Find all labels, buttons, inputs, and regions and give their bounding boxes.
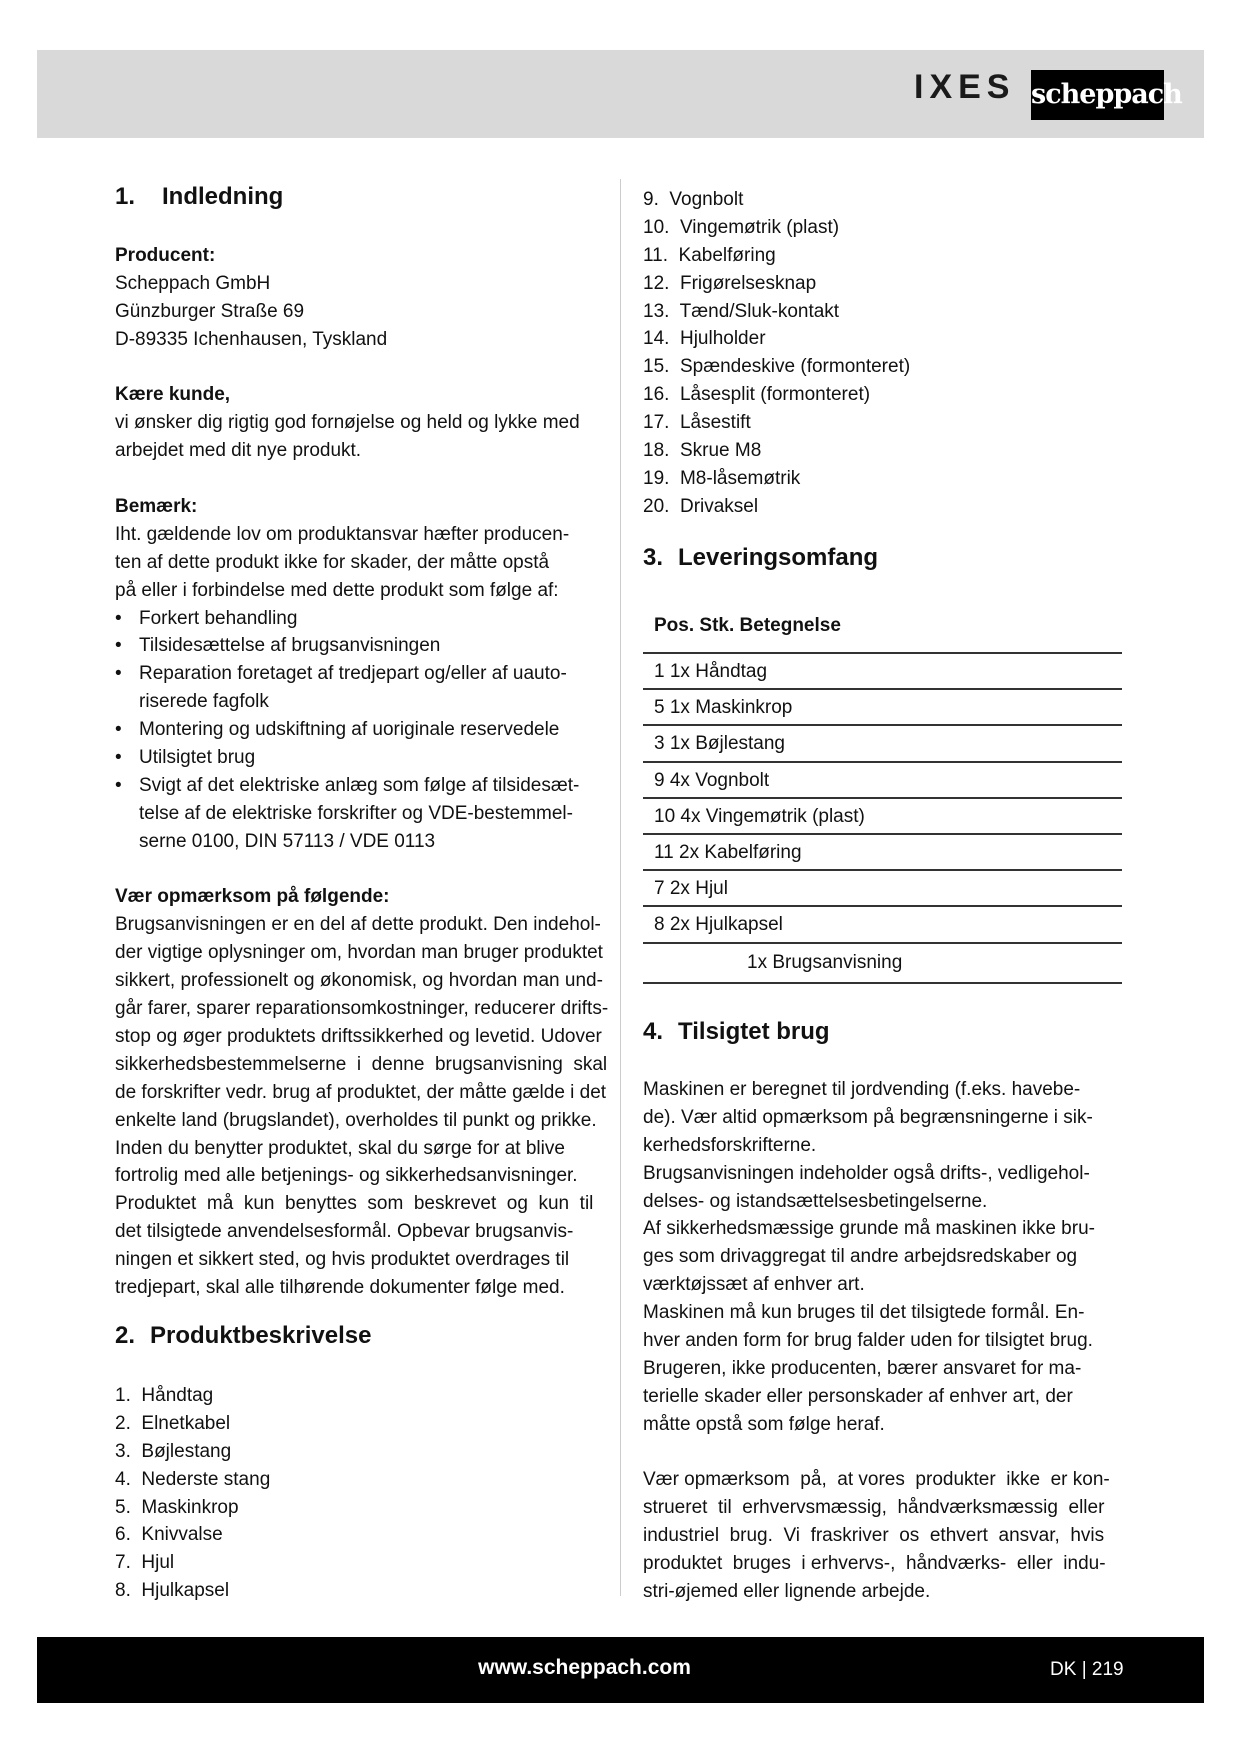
attention-text-line: sikkerhedsbestemmelserne i denne brugsanvisning skal	[115, 1053, 608, 1075]
separator: |	[1081, 1659, 1087, 1680]
section-title: Produktbeskrivelse	[150, 1322, 372, 1349]
section-1-heading	[115, 183, 284, 211]
parts-list-item: 1. Håndtag	[115, 1385, 214, 1406]
attention-text-line: fortrolig med alle betjenings- og sikkerhedsanvisninger.	[115, 1165, 578, 1187]
greeting-text-line: arbejdet med dit nye produkt.	[115, 440, 362, 462]
bullet-item-line	[115, 772, 608, 800]
parts-list-item: 11. Kabelføring	[643, 244, 776, 266]
page-indicator	[1050, 1637, 1124, 1703]
parts-list-item: 5. Maskinkrop	[115, 1496, 239, 1518]
bullet-item-line	[115, 688, 608, 716]
intended-use-line: Brugeren, ikke producenten, bærer ansvaret for ma-	[643, 1357, 1082, 1379]
bullet-item-line	[115, 660, 608, 688]
bullet-item-line	[115, 605, 608, 633]
bullet-item-line	[115, 632, 608, 660]
cell-qty: 2x	[669, 878, 690, 900]
disclaimer-line: stri-øjemed eller lignende arbejde.	[643, 1581, 931, 1603]
table-row	[643, 799, 1122, 835]
section-3-heading	[643, 544, 879, 572]
parts-list-item: 15. Spændeskive (formonteret)	[643, 356, 911, 378]
table-row	[643, 726, 1122, 762]
cell-pos: 8	[654, 914, 665, 936]
bullet-text: Utilsigtet brug	[139, 747, 256, 769]
parts-list-item: 10. Vingemøtrik (plast)	[643, 216, 840, 238]
table-row	[643, 763, 1122, 799]
bullet-text: riserede fagfolk	[139, 691, 269, 713]
intended-use-line: hver anden form for brug falder uden for tilsigtet brug.	[643, 1330, 1093, 1352]
intended-use-line: måtte opstå som følge heraf.	[643, 1413, 885, 1435]
bullet-item-line	[115, 744, 608, 772]
cell-pos: 1	[654, 661, 665, 682]
parts-list-item: 12. Frigørelsesknap	[643, 272, 817, 294]
section-number: 4.	[643, 1018, 664, 1045]
parts-list-item: 14. Hjulholder	[643, 328, 766, 350]
parts-list-item: 17. Låsestift	[643, 412, 751, 434]
section-2-heading	[115, 1322, 372, 1350]
attention-text-line: går farer, sparer reparationsomkostninger, reducerer drifts-	[115, 998, 609, 1020]
parts-list-item: 7. Hjul	[115, 1552, 175, 1574]
attention-text-line: ningen et sikkert sted, og hvis produktet overdrages til	[115, 1249, 570, 1271]
attention-text-line: Brugsanvisningen er en del af dette produkt. Den indehol-	[115, 914, 601, 936]
table-row	[643, 654, 1122, 690]
blank-line	[115, 354, 608, 382]
producer-label: Producent:	[115, 245, 216, 266]
page-header-band	[37, 50, 1204, 138]
blank-line	[115, 856, 608, 884]
parts-list-left	[115, 1382, 270, 1605]
blank-line	[115, 465, 608, 493]
cell-name: Bøjlestang	[695, 733, 785, 755]
attention-text-line: stop og øger produktets driftssikkerhed og levetid. Udover	[115, 1025, 602, 1047]
table-header: Pos. Stk. Betegnelse	[643, 612, 1122, 654]
note-label: Bemærk:	[115, 496, 198, 518]
greeting-text-line: vi ønsker dig rigtig god fornøjelse og held og lykke med	[115, 412, 580, 434]
table-row	[643, 907, 1122, 943]
cell-qty: 4x	[680, 805, 701, 827]
cell-name: Hjul	[695, 878, 728, 900]
parts-list-item: 18. Skrue M8	[643, 440, 762, 462]
cell-pos: 7	[654, 878, 665, 900]
bullet-text: Reparation foretaget af tredjepart og/eller af uauto-	[139, 663, 567, 685]
intended-use-line: Maskinen er beregnet til jordvending (f.eks. havebe-	[643, 1079, 1081, 1100]
parts-list-item: 6. Knivvalse	[115, 1524, 223, 1546]
parts-list-item: 20. Drivaksel	[643, 495, 759, 517]
bullet-item-line	[115, 716, 608, 744]
bullet-item-line	[115, 800, 608, 828]
section-number: 3.	[643, 544, 664, 571]
intended-use-line: de). Vær altid opmærksom på begrænsningerne i sik-	[643, 1106, 1093, 1128]
greeting-label: Kære kunde,	[115, 384, 231, 406]
disclaimer-line: produktet bruges i erhvervs-, håndværks- eller indu-	[643, 1553, 1106, 1575]
attention-text-line: de forskrifter vedr. brug af produktet, der måtte gælde i det	[115, 1081, 607, 1103]
bullet-icon: •	[115, 663, 122, 685]
cell-pos: 3	[654, 733, 665, 755]
intended-use-line: kerhedsforskrifterne.	[643, 1134, 817, 1156]
parts-list-item: 3. Bøjlestang	[115, 1440, 232, 1462]
parts-list-item: 8. Hjulkapsel	[115, 1580, 230, 1602]
intended-use-line: værktøjssæt af enhver art.	[643, 1274, 865, 1296]
page-number: 219	[1091, 1659, 1124, 1680]
section-title: Tilsigtet brug	[678, 1018, 830, 1045]
producer-address-line: Scheppach GmbH	[115, 272, 271, 294]
cell-qty: 1x	[747, 951, 768, 973]
cell-name: Hjulkapsel	[695, 914, 783, 936]
attention-text-line: der vigtige oplysninger om, hvordan man bruger produktet	[115, 942, 603, 964]
parts-list-item: 4. Nederste stang	[115, 1468, 271, 1490]
parts-list-item: 9. Vognbolt	[643, 189, 744, 210]
cell-pos: 10	[654, 805, 676, 827]
disclaimer-line: industriel brug. Vi fraskriver os ethvert ansvar, hvis	[643, 1525, 1105, 1547]
attention-text-line: Inden du benytter produktet, skal du sørge for at blive	[115, 1137, 565, 1159]
parts-list-item: 13. Tænd/Sluk-kontakt	[643, 300, 840, 322]
bullet-text: Svigt af det elektriske anlæg som følge af tilsidesæt-	[139, 774, 580, 796]
cell-qty: 2x	[679, 841, 700, 863]
cell-name: Vognbolt	[695, 769, 770, 791]
column-divider	[620, 179, 621, 1596]
page-footer	[37, 1637, 1204, 1703]
delivery-table	[643, 612, 1122, 984]
attention-text-line: enkelte land (brugslandet), overholdes til punkt og prikke.	[115, 1109, 597, 1131]
bullet-text: telse af de elektriske forskrifter og VDE-bestemmel-	[139, 802, 573, 824]
cell-name: Vingemøtrik (plast)	[705, 805, 865, 827]
producer-address-line: D-89335 Ichenhausen, Tyskland	[115, 328, 388, 350]
section-number: 2.	[115, 1322, 136, 1349]
section-number: 1.	[115, 183, 136, 210]
bullet-icon: •	[115, 719, 122, 741]
attention-text-line: det tilsigtede anvendelsesformål. Opbevar brugsanvis-	[115, 1221, 574, 1243]
cell-qty: 1x	[669, 697, 690, 719]
intro-text	[115, 242, 608, 1302]
attention-text-line: tredjepart, skal alle tilhørende dokumenter følge med.	[115, 1276, 565, 1298]
intended-use-line: ges som drivaggregat til andre arbejdsredskaber og	[643, 1246, 1078, 1268]
cell-qty: 1x	[669, 733, 690, 755]
section-4-heading	[643, 1018, 830, 1046]
producer-address-line: Günzburger Straße 69	[115, 300, 305, 322]
intended-use-line: delses- og istandsættelsesbetingelserne.	[643, 1190, 988, 1212]
note-text-line: på eller i forbindelse med dette produkt som følge af:	[115, 579, 559, 601]
bullet-text: serne 0100, DIN 57113 / VDE 0113	[139, 830, 436, 852]
cell-qty: 2x	[669, 914, 690, 936]
parts-list-item: 19. M8-låsemøtrik	[643, 467, 801, 489]
bullet-icon: •	[115, 607, 122, 629]
blank-line	[643, 1439, 1110, 1467]
cell-name: Kabelføring	[704, 841, 802, 863]
note-text-line: Iht. gældende lov om produktansvar hæfter producen-	[115, 523, 570, 545]
parts-list-item: 16. Låsesplit (formonteret)	[643, 384, 871, 406]
bullet-item-line	[115, 828, 608, 856]
cell-pos: 11	[654, 841, 674, 863]
cell-pos: 5	[654, 697, 665, 719]
attention-text-line: sikkert, professionelt og økonomisk, og hvordan man und-	[115, 970, 603, 992]
intended-use-line: Brugsanvisningen indeholder også drifts-, vedligehol-	[643, 1162, 1090, 1184]
cell-qty: 1x	[669, 661, 690, 682]
parts-list-right	[643, 186, 910, 521]
cell-name: Maskinkrop	[695, 697, 793, 719]
intended-use-text	[643, 1076, 1110, 1606]
bullet-icon: •	[115, 747, 122, 769]
attention-text-line: Produktet må kun benyttes som beskrevet og kun til	[115, 1193, 594, 1215]
intended-use-line: terielle skader eller personskader af enhver art, der	[643, 1385, 1073, 1407]
table-row	[643, 690, 1122, 726]
table-row	[643, 835, 1122, 871]
attention-label: Vær opmærksom på følgende:	[115, 886, 390, 908]
ixes-logo: IXES	[914, 68, 1016, 106]
table-row	[643, 871, 1122, 907]
cell-name: Håndtag	[695, 661, 768, 682]
bullet-icon: •	[115, 635, 122, 657]
cell-pos: 9	[654, 769, 665, 791]
bullet-icon: •	[115, 774, 122, 796]
scheppach-logo: scheppach	[1031, 70, 1164, 120]
table-row	[643, 944, 1122, 984]
cell-name: Brugsanvisning	[772, 951, 903, 973]
section-title: Leveringsomfang	[678, 544, 879, 571]
cell-qty: 4x	[669, 769, 690, 791]
disclaimer-line: strueret til erhvervsmæssig, håndværksmæssig eller	[643, 1497, 1105, 1519]
disclaimer-line: Vær opmærksom på, at vores produkter ikke er kon-	[643, 1469, 1110, 1491]
website-link[interactable]: www.scheppach.com	[478, 1656, 691, 1679]
parts-list-item: 2. Elnetkabel	[115, 1412, 231, 1434]
intended-use-line: Maskinen må kun bruges til det tilsigtede formål. En-	[643, 1302, 1085, 1324]
section-title: Indledning	[162, 183, 284, 210]
bullet-text: Forkert behandling	[139, 607, 298, 629]
language-code: DK	[1050, 1659, 1077, 1680]
note-text-line: ten af dette produkt ikke for skader, der måtte opstå	[115, 551, 550, 573]
bullet-text: Montering og udskiftning af uoriginale reservedele	[139, 719, 560, 741]
intended-use-line: Af sikkerhedsmæssige grunde må maskinen ikke bru-	[643, 1218, 1095, 1240]
bullet-text: Tilsidesættelse af brugsanvisningen	[139, 635, 441, 657]
